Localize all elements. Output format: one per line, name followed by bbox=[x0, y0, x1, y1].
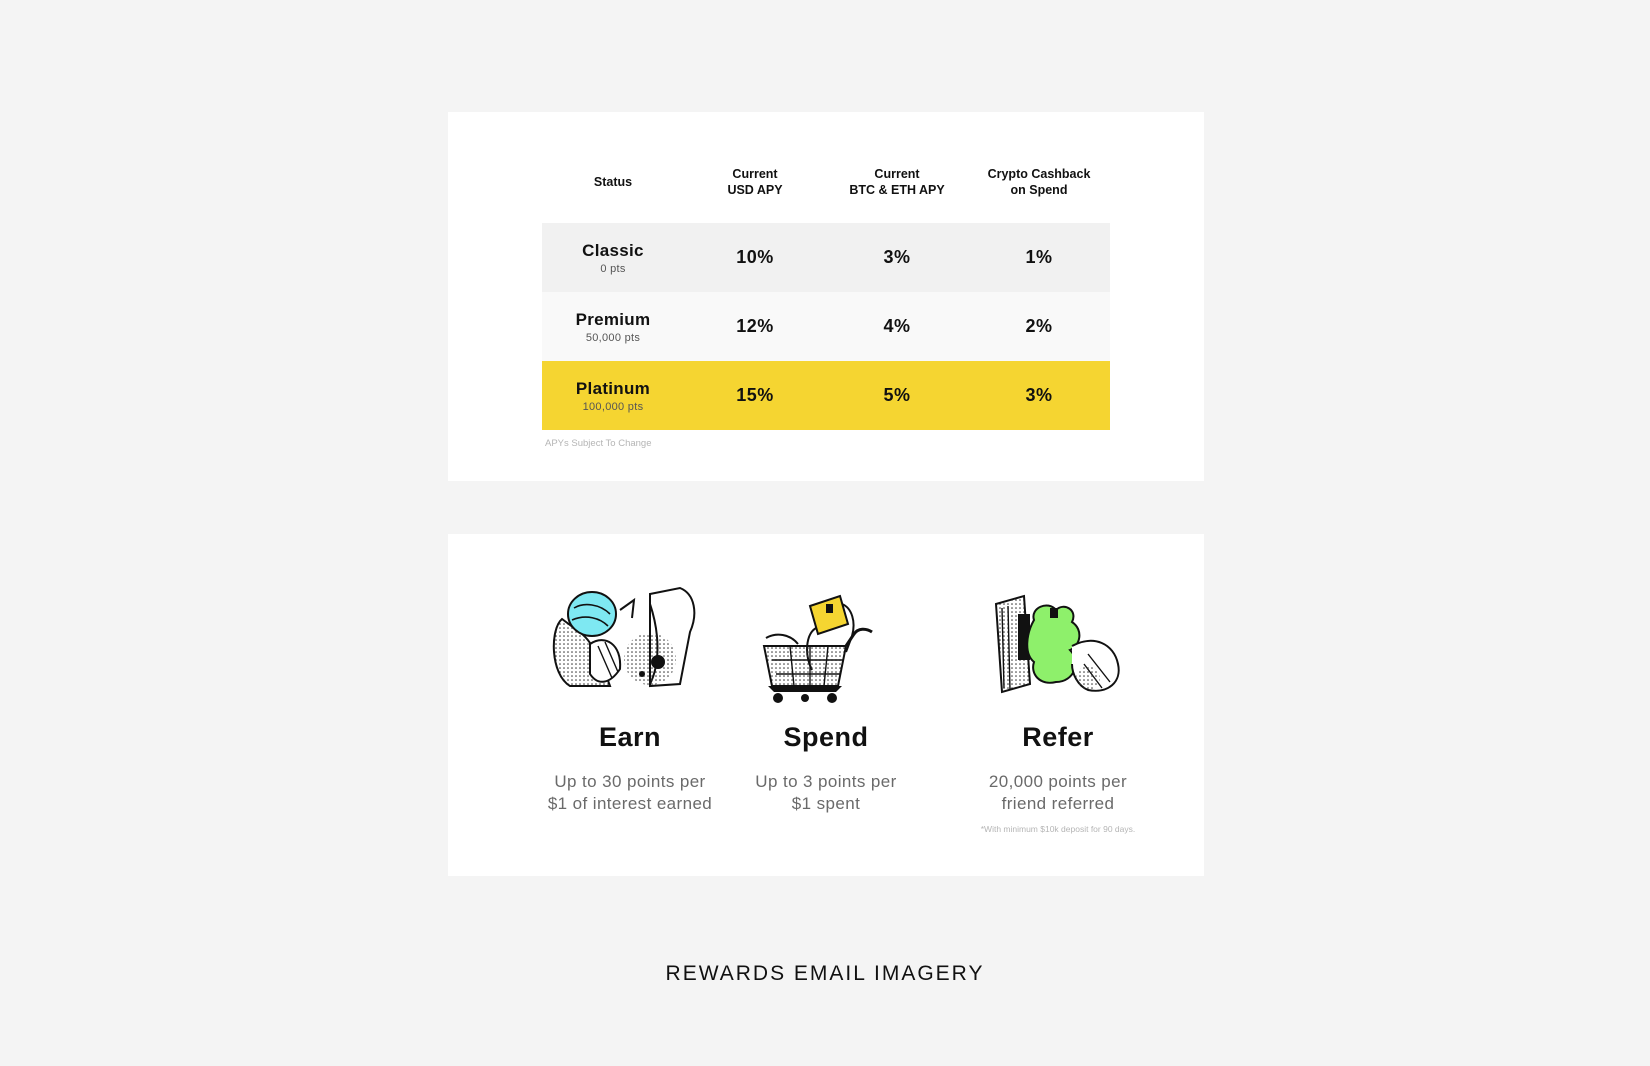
tier-name: Platinum bbox=[575, 378, 651, 398]
tier-points: 0 pts bbox=[600, 262, 626, 275]
usd-apy-value: 10% bbox=[736, 247, 774, 267]
btc-eth-apy-value: 4% bbox=[883, 316, 911, 336]
rewards-card bbox=[448, 534, 1204, 876]
reward-title: Refer bbox=[1022, 722, 1094, 752]
tier-cell bbox=[542, 361, 684, 430]
table-row bbox=[542, 361, 1110, 430]
btc-eth-apy-value: 5% bbox=[883, 385, 911, 405]
tier-cell bbox=[542, 223, 684, 292]
cashback-value: 2% bbox=[1025, 316, 1053, 336]
tier-name: Classic bbox=[582, 240, 644, 260]
apy-note: APYs Subject To Change bbox=[545, 438, 652, 449]
table-row bbox=[542, 223, 1110, 292]
tiers-table-body bbox=[542, 223, 1110, 430]
cashback-value: 1% bbox=[1025, 247, 1053, 267]
reward-description-line: $1 spent bbox=[791, 794, 861, 813]
reward-title: Earn bbox=[598, 722, 662, 752]
header-status: Status bbox=[593, 175, 633, 189]
reward-description-line: 20,000 points per bbox=[988, 772, 1128, 791]
page-caption: REWARDS EMAIL IMAGERY bbox=[665, 962, 985, 985]
tier-points: 100,000 pts bbox=[582, 400, 644, 413]
reward-description-line: Up to 3 points per bbox=[755, 772, 897, 791]
usd-apy-value: 12% bbox=[736, 316, 774, 336]
refer-illustration-icon bbox=[938, 574, 1178, 704]
reward-description bbox=[706, 771, 946, 815]
spend-cart-illustration-icon bbox=[706, 574, 946, 704]
reward-title: Spend bbox=[783, 722, 869, 752]
table-row bbox=[542, 292, 1110, 361]
header-cashback: Crypto Cashback on Spend bbox=[987, 167, 1091, 197]
reward-description-line: $1 of interest earned bbox=[547, 794, 713, 813]
tier-cell bbox=[542, 292, 684, 361]
reward-description-line: Up to 30 points per bbox=[554, 772, 706, 791]
reward-description bbox=[938, 771, 1178, 815]
tier-name: Premium bbox=[575, 309, 651, 329]
table-header bbox=[542, 166, 1110, 216]
cashback-value: 3% bbox=[1025, 385, 1053, 405]
refer-footnote: *With minimum $10k deposit for 90 days. bbox=[980, 824, 1136, 834]
header-btc-eth-apy: Current BTC & ETH APY bbox=[849, 167, 945, 197]
reward-description-line: friend referred bbox=[1001, 794, 1115, 813]
header-usd-apy: Current USD APY bbox=[727, 167, 783, 197]
usd-apy-value: 15% bbox=[736, 385, 774, 405]
tier-points: 50,000 pts bbox=[585, 331, 641, 344]
tiers-card bbox=[448, 112, 1204, 481]
btc-eth-apy-value: 3% bbox=[883, 247, 911, 267]
